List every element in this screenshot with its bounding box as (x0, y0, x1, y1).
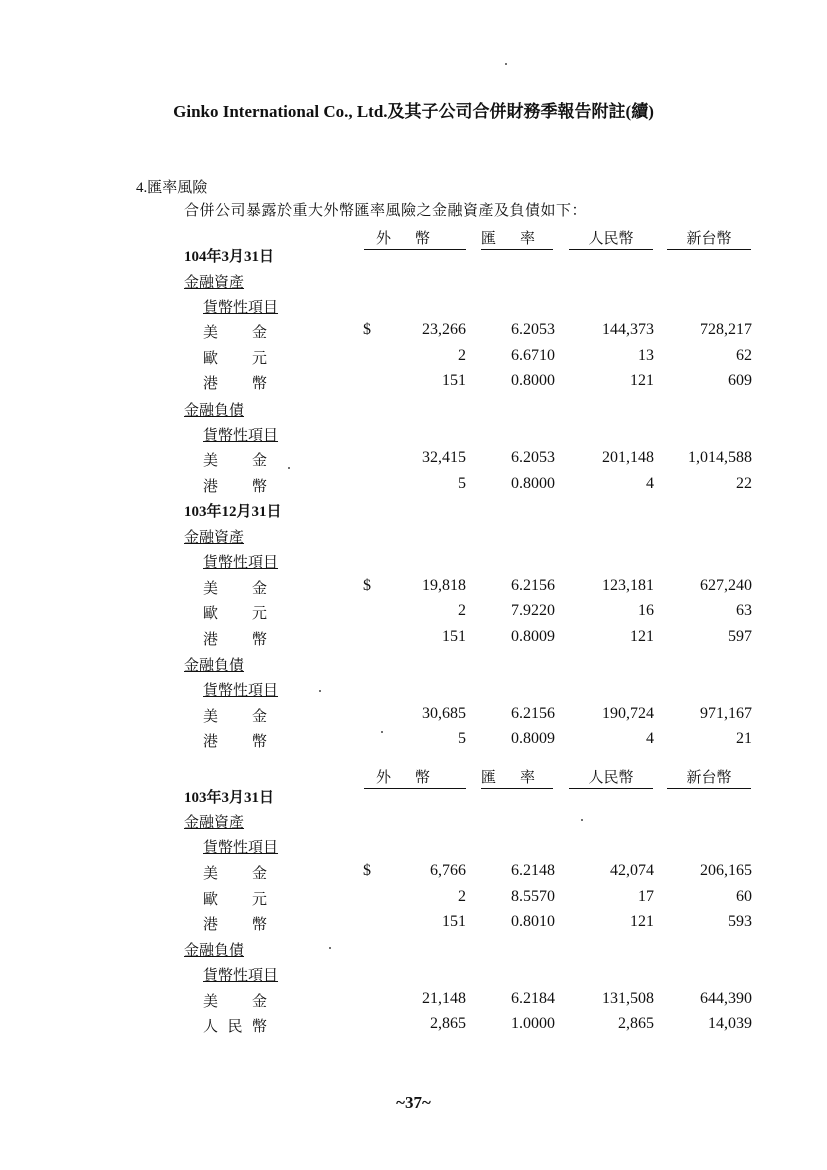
dollar-sign: $ (363, 321, 371, 338)
currency-char: 民 (227, 1019, 243, 1035)
currency-char: 幣 (251, 734, 267, 750)
twd-amount: 22 (736, 475, 752, 492)
section-title: 4.匯率風險 (136, 180, 208, 196)
currency-char: 幣 (251, 917, 267, 933)
currency-char: 港 (203, 479, 219, 495)
fx-amount: 21,148 (422, 990, 466, 1007)
currency-name (203, 577, 267, 598)
rmb-amount: 2,865 (618, 1015, 654, 1032)
fx-amount: 19,818 (422, 577, 466, 594)
currency-name (203, 1015, 267, 1036)
currency-char: 金 (251, 453, 267, 469)
exchange-rate: 6.2053 (511, 321, 555, 338)
currency-name (203, 730, 267, 751)
twd-amount: 728,217 (700, 321, 752, 338)
scan-speck (329, 947, 331, 949)
currency-char: 歐 (203, 606, 219, 622)
currency-char: 美 (203, 581, 219, 597)
currency-name (203, 990, 267, 1011)
currency-name (203, 862, 267, 883)
fx-amount: 6,766 (430, 862, 466, 879)
rmb-amount: 123,181 (602, 577, 654, 594)
financial-liabilities-label: 金融負債 (184, 658, 245, 674)
column-header-rate: 匯率 (481, 227, 553, 250)
exchange-rate: 0.8009 (511, 730, 555, 747)
monetary-items-label: 貨幣性項目 (203, 968, 279, 984)
currency-char: 元 (251, 606, 267, 622)
currency-char: 元 (251, 351, 267, 367)
exchange-rate: 0.8000 (511, 372, 555, 389)
period-label: 103年12月31日 (184, 504, 282, 520)
rmb-amount: 121 (630, 913, 654, 930)
currency-char: 幣 (251, 479, 267, 495)
currency-char: 幣 (251, 632, 267, 648)
fx-amount: 151 (442, 628, 466, 645)
column-header-fx: 外幣 (364, 227, 466, 250)
currency-char: 元 (251, 892, 267, 908)
page-number: ~37~ (396, 1093, 431, 1112)
currency-name (203, 372, 267, 393)
twd-amount: 1,014,588 (688, 449, 752, 466)
currency-char: 金 (251, 994, 267, 1010)
currency-char: 美 (203, 994, 219, 1010)
exchange-rate: 0.8000 (511, 475, 555, 492)
column-header-rmb: 人民幣 (569, 766, 653, 789)
currency-name (203, 449, 267, 470)
currency-name (203, 475, 267, 496)
currency-char: 幣 (251, 1019, 267, 1035)
monetary-items-label: 貨幣性項目 (203, 300, 279, 316)
scan-speck (288, 467, 290, 469)
currency-char: 人 (203, 1019, 219, 1035)
rmb-amount: 190,724 (602, 705, 654, 722)
column-header-rmb: 人民幣 (569, 227, 653, 250)
currency-char: 歐 (203, 351, 219, 367)
fx-amount: 151 (442, 913, 466, 930)
scan-speck (381, 731, 383, 733)
currency-char: 美 (203, 453, 219, 469)
rmb-amount: 42,074 (610, 862, 654, 879)
exchange-rate: 0.8010 (511, 913, 555, 930)
scan-speck (319, 690, 321, 692)
monetary-items-label: 貨幣性項目 (203, 555, 279, 571)
fx-amount: 2,865 (430, 1015, 466, 1032)
dollar-sign: $ (363, 862, 371, 879)
column-header-rate: 匯率 (481, 766, 553, 789)
currency-char: 美 (203, 325, 219, 341)
financial-assets-label: 金融資產 (184, 275, 245, 291)
rmb-amount: 131,508 (602, 990, 654, 1007)
exchange-rate: 0.8009 (511, 628, 555, 645)
exchange-rate: 6.2148 (511, 862, 555, 879)
financial-liabilities-label: 金融負債 (184, 403, 245, 419)
column-header-twd: 新台幣 (667, 227, 751, 250)
exchange-rate: 7.9220 (511, 602, 555, 619)
column-header-fx: 外幣 (364, 766, 466, 789)
currency-char: 美 (203, 709, 219, 725)
currency-name (203, 888, 267, 909)
dollar-sign: $ (363, 577, 371, 594)
currency-char: 港 (203, 632, 219, 648)
rmb-amount: 17 (638, 888, 654, 905)
fx-amount: 2 (458, 347, 466, 364)
monetary-items-label: 貨幣性項目 (203, 683, 279, 699)
twd-amount: 627,240 (700, 577, 752, 594)
currency-name (203, 913, 267, 934)
column-header-twd: 新台幣 (667, 766, 751, 789)
intro-text: 合併公司暴露於重大外幣匯率風險之金融資產及負債如下： (184, 203, 588, 219)
exchange-rate: 6.6710 (511, 347, 555, 364)
rmb-amount: 4 (646, 730, 654, 747)
exchange-rate: 1.0000 (511, 1015, 555, 1032)
twd-amount: 593 (728, 913, 752, 930)
currency-char: 金 (251, 581, 267, 597)
rmb-amount: 121 (630, 628, 654, 645)
twd-amount: 609 (728, 372, 752, 389)
twd-amount: 63 (736, 602, 752, 619)
fx-amount: 5 (458, 730, 466, 747)
exchange-rate: 6.2184 (511, 990, 555, 1007)
rmb-amount: 4 (646, 475, 654, 492)
fx-amount: 151 (442, 372, 466, 389)
currency-char: 港 (203, 917, 219, 933)
currency-char: 港 (203, 734, 219, 750)
currency-name (203, 321, 267, 342)
fx-amount: 2 (458, 602, 466, 619)
twd-amount: 971,167 (700, 705, 752, 722)
financial-liabilities-label: 金融負債 (184, 943, 245, 959)
currency-char: 港 (203, 376, 219, 392)
twd-amount: 14,039 (708, 1015, 752, 1032)
currency-name (203, 705, 267, 726)
currency-char: 幣 (251, 376, 267, 392)
currency-name (203, 347, 267, 368)
exchange-rate: 8.5570 (511, 888, 555, 905)
financial-assets-label: 金融資產 (184, 530, 245, 546)
fx-amount: 32,415 (422, 449, 466, 466)
rmb-amount: 16 (638, 602, 654, 619)
period-label: 103年3月31日 (184, 790, 275, 806)
rmb-amount: 121 (630, 372, 654, 389)
twd-amount: 21 (736, 730, 752, 747)
currency-name (203, 628, 267, 649)
monetary-items-label: 貨幣性項目 (203, 428, 279, 444)
twd-amount: 62 (736, 347, 752, 364)
fx-amount: 30,685 (422, 705, 466, 722)
financial-assets-label: 金融資產 (184, 815, 245, 831)
currency-char: 金 (251, 709, 267, 725)
rmb-amount: 144,373 (602, 321, 654, 338)
twd-amount: 206,165 (700, 862, 752, 879)
currency-char: 金 (251, 866, 267, 882)
scan-speck (505, 63, 507, 65)
rmb-amount: 13 (638, 347, 654, 364)
exchange-rate: 6.2053 (511, 449, 555, 466)
scan-speck (581, 819, 583, 821)
exchange-rate: 6.2156 (511, 577, 555, 594)
currency-char: 歐 (203, 892, 219, 908)
twd-amount: 644,390 (700, 990, 752, 1007)
period-label: 104年3月31日 (184, 249, 275, 265)
twd-amount: 60 (736, 888, 752, 905)
exchange-rate: 6.2156 (511, 705, 555, 722)
fx-amount: 2 (458, 888, 466, 905)
monetary-items-label: 貨幣性項目 (203, 840, 279, 856)
fx-amount: 5 (458, 475, 466, 492)
rmb-amount: 201,148 (602, 449, 654, 466)
fx-amount: 23,266 (422, 321, 466, 338)
currency-char: 金 (251, 325, 267, 341)
currency-char: 美 (203, 866, 219, 882)
document-title: Ginko International Co., Ltd.及其子公司合併財務季報告附註(續) (173, 102, 654, 121)
currency-name (203, 602, 267, 623)
twd-amount: 597 (728, 628, 752, 645)
